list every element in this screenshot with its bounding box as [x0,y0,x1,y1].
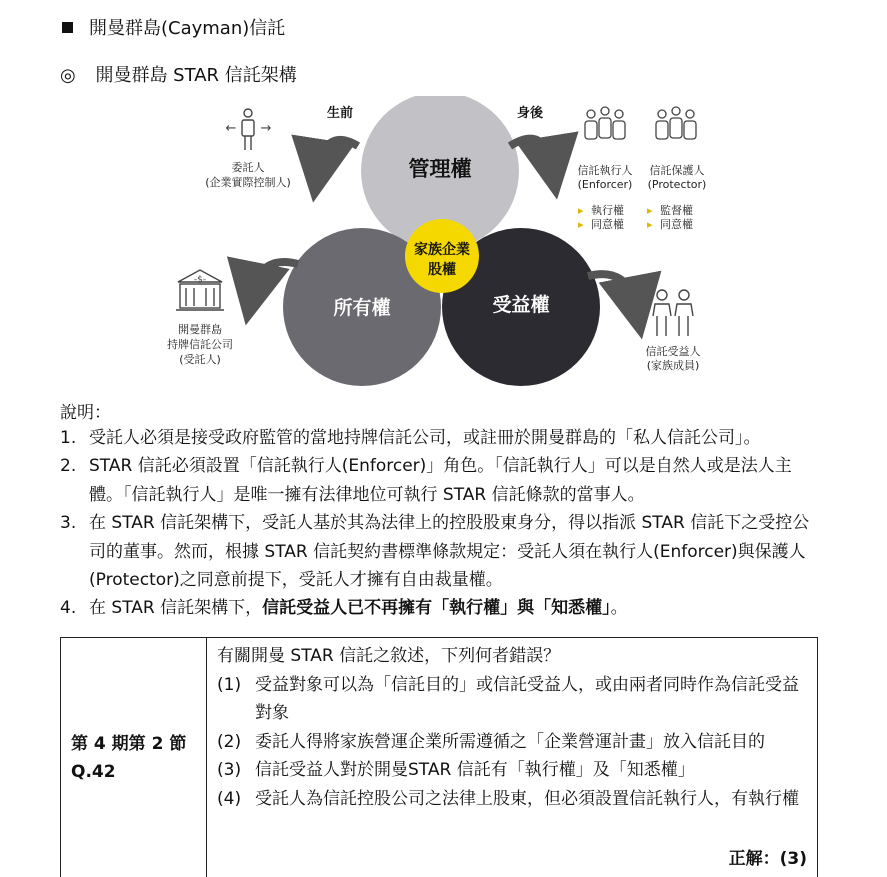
protector-right-2: 同意權 [660,218,693,231]
question-prompt: 有關開曼 STAR 信託之敘述，下列何者錯誤？ [217,646,561,666]
beneficial-right-label: 受益權 [492,294,550,316]
protector-right-marker-2: ▸ [647,218,653,231]
option-number: (3) [217,760,242,780]
bank-dollar-sign: -$- [193,275,207,285]
center-label-line2: 股權 [428,262,456,278]
question-number: Q.42 [71,761,116,782]
list-item-text: STAR 信託必須設置「信託執行人(Enforcer)」角色。「信託執行人」可以是自然人或是法人主體。「信託執行人」是唯一擁有法律地位可執行 STAR 信託條款的當事人。 [89,456,792,505]
list-item-text-end: 。 [610,598,628,619]
enforcer-label-line1: 信託執行人 [577,164,633,177]
before-death-label: 生前 [326,106,354,121]
ownership-right-label: 所有權 [333,297,391,319]
double-circle-bullet-icon: ◎ [60,65,76,86]
explanation-list [60,424,820,623]
question-option [217,756,807,785]
question-option [217,671,807,728]
question-content-cell [207,638,817,877]
settlor-person-icon [242,109,254,150]
subsection-heading-text: 開曼群島 STAR 信託架構 [95,65,297,86]
option-text: 委託人得將家族營運企業所需遵循之「企業營運計畫」放入信託目的 [255,731,765,752]
star-trust-diagram [150,96,720,391]
protector-label-line1: 信託保護人 [649,164,705,177]
square-bullet-icon [62,22,73,33]
center-label-line1: 家族企業 [414,242,470,258]
option-text: 受託人為信託控股公司之法律上股東，但必須設置信託執行人，有執行權 [255,788,799,809]
list-item-number: 1. [60,428,77,448]
question-option [217,785,807,814]
list-item-text-plain: 在 STAR 信託架構下， [89,598,263,619]
option-number: (4) [217,788,242,809]
option-number: (2) [217,731,242,752]
question-session: 第 4 期第 2 節 [71,733,187,754]
list-item [60,452,820,509]
list-item [60,594,820,622]
enforcer-right-marker-2: ▸ [578,218,584,231]
trust-company-label-line3: (受託人) [179,353,221,366]
question-id-cell [61,638,207,877]
list-item-number: 4. [60,598,77,619]
after-death-label: 身後 [516,106,544,121]
beneficiary-label-line1: 信託受益人 [645,345,701,358]
beneficiary-couple-icon [653,290,693,336]
option-text: 信託受益人對於開曼STAR 信託有「執行權」及「知悉權」 [255,760,695,780]
beneficiary-label-line2: (家族成員) [646,359,700,372]
protector-right-marker-1: ▸ [647,204,653,217]
protector-group-icon [656,107,696,139]
trust-company-label-line1: 開曼群島 [178,323,222,336]
enforcer-group-icon [585,107,625,139]
enforcer-right-1: 執行權 [591,204,624,217]
explanation-label: 說明： [60,403,111,423]
list-item-text [89,594,820,622]
section-heading [62,14,285,40]
correct-answer: 正解：(3) [728,848,807,869]
before-death-arrow [318,140,358,171]
protector-label-line2: (Protector) [647,178,707,191]
list-item-number: 2. [60,456,77,477]
list-item-text: 在 STAR 信託架構下，受託人基於其為法律上的控股股東身分，得以指派 STAR 信託下之受控公司的董事。然而，根據 STAR 信託契約書標準條款規定：受託人須在執行人(Enforcer)與保護人(Protector)之同意前提下，受託人才擁有自由裁量權。 [89,513,810,591]
subsection-heading [60,61,297,87]
trust-company-label-line2: 持牌信託公司 [167,338,233,351]
settlor-arrow-right-icon: → [260,121,272,136]
section-heading-text: 開曼群島(Cayman)信託 [89,18,286,39]
protector-right-1: 監督權 [660,204,693,217]
list-item-text-bold: 信託受益人已不再擁有「執行權」與「知悉權」 [262,598,611,619]
settlor-arrow-left-icon: ← [225,121,237,136]
list-item [60,509,820,594]
settlor-label-line2: (企業實際控制人) [205,176,291,189]
question-table [60,637,818,877]
option-number: (1) [217,674,242,695]
question-option [217,728,807,757]
list-item [60,424,820,452]
settlor-label-line1: 委託人 [231,161,265,174]
list-item-number: 3. [60,513,77,534]
enforcer-label-line2: (Enforcer) [577,178,633,191]
enforcer-right-2: 同意權 [591,218,624,231]
list-item-text: 受託人必須是接受政府監管的當地持牌信託公司，或註冊於開曼群島的「私人信託公司」。 [89,428,761,448]
option-text: 受益對象可以為「信託目的」或信託受益人，或由兩者同時作為信託受益對象 [255,674,799,723]
management-right-label: 管理權 [408,157,472,181]
enforcer-right-marker-1: ▸ [578,204,584,217]
